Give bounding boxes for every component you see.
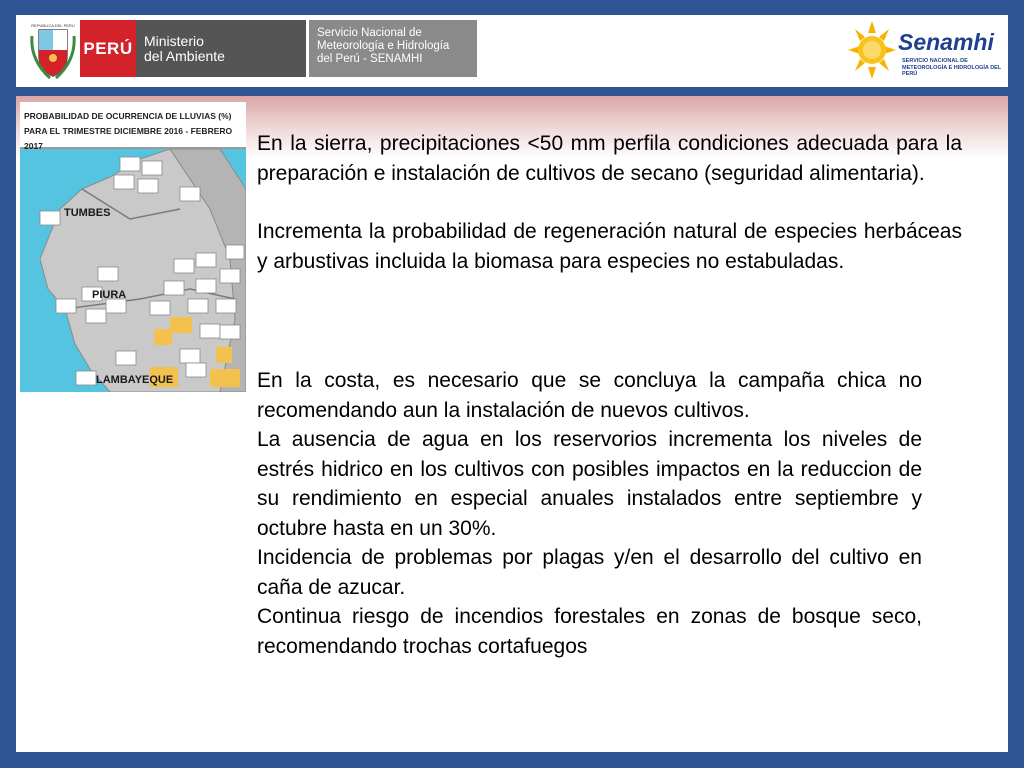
shield-text: REPÚBLICA DEL PERÚ [31,23,75,28]
service-label-box [309,20,477,77]
ministry-label-box [136,20,306,77]
coast-paragraphs [257,366,922,661]
coast-campaign-paragraph: En la costa, es necesario que se concluya la campaña chica no recomendando aun la instalación de nuevos cultivos. [257,369,922,422]
ministry-line-1: Ministerio [144,33,204,49]
map-title-line-2: PARA EL TRIMESTRE DICIEMBRE 2016 - FEBRERO 2017 [24,126,233,151]
water-stress-paragraph: La ausencia de agua en los reservorios incrementa los niveles de estrés hidrico en los cultivos con posibles impactos en la reduccion de su rendimiento en especial anuales instalados entre septiembre y octubre hasta en un 30%. [257,428,922,540]
forest-fire-paragraph: Continua riesgo de incendios forestales en zonas de bosque seco, recomendando trochas cortafuegos [257,605,922,658]
map-label-tumbes: TUMBES [64,207,111,219]
map-title-line-1: PROBABILIDAD DE OCURRENCIA DE LLUVIAS (%) [24,111,232,121]
regeneration-paragraph: Incrementa la probabilidad de regeneración natural de especies herbáceas y arbustivas incluida la biomasa para especies no estabuladas. [257,220,962,273]
header-bar [16,15,1008,87]
peru-coat-of-arms-icon [30,20,76,82]
map-title [20,102,246,149]
sun-icon [846,19,898,81]
service-line-3: del Perú - SENAMHI [317,53,423,65]
map-label-lambayeque: LAMBAYEQUE [96,374,174,386]
peru-label-box [80,20,136,77]
service-line-2: Meteorología e Hidrología [317,40,450,52]
slide-content [16,96,1008,752]
map-label-piura: PIURA [92,289,127,301]
rainfall-probability-map [20,102,246,392]
senamhi-name: Senamhi [898,29,994,55]
ministry-line-2: del Ambiente [144,48,225,64]
sierra-paragraph: En la sierra, precipitaciones <50 mm perfila condiciones adecuada para la preparación e instalación de cultivos de secano (seguridad alimentaria). [257,132,962,185]
senamhi-subtitle: SERVICIO NACIONAL DE METEOROLOGÍA E HIDROLOGÍA DEL PERÚ [902,58,1002,77]
peru-label: PERÚ [83,38,133,58]
sierra-paragraphs [257,129,962,276]
map-graphic [20,149,246,392]
service-line-1: Servicio Nacional de [317,27,422,39]
senamhi-logo [846,19,1006,81]
pests-paragraph: Incidencia de problemas por plagas y/en el desarrollo del cultivo en caña de azucar. [257,546,922,599]
